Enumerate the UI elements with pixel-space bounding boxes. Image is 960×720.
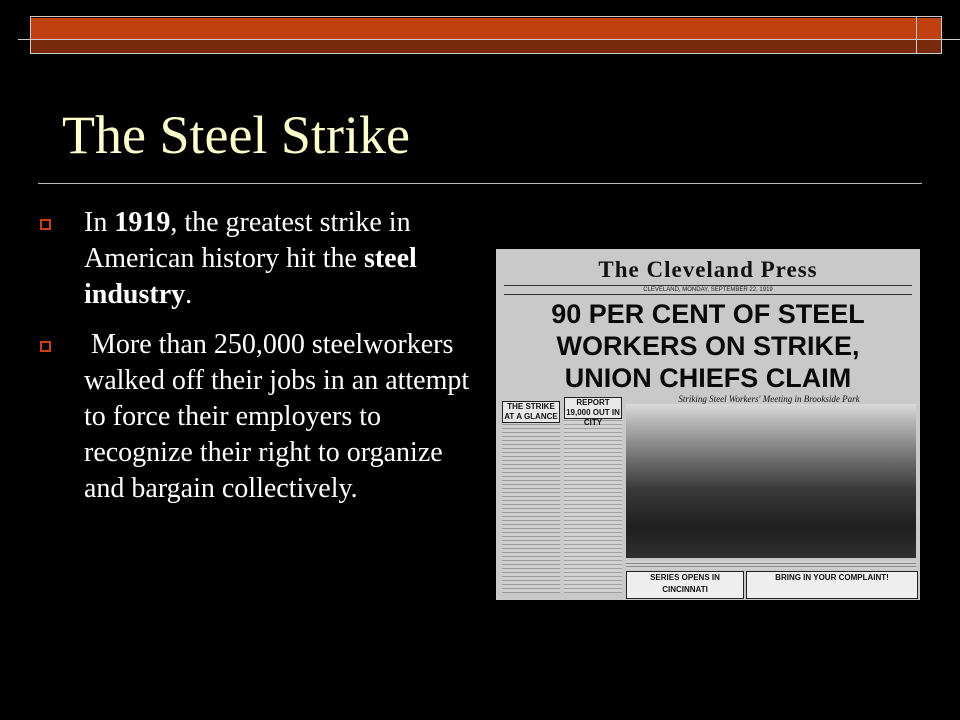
header-frame bbox=[30, 16, 942, 54]
crowd-photo bbox=[626, 404, 916, 558]
bullet-item-2 bbox=[38, 327, 478, 507]
newspaper-image bbox=[496, 249, 920, 600]
newspaper-column-2 bbox=[564, 397, 622, 593]
newspaper-column-1 bbox=[502, 401, 560, 593]
newspaper-masthead: The Cleveland Press bbox=[598, 257, 818, 282]
bullet-2-text: More than 250,000 steelworkers walked off their jobs in an attempt to force their employers to recognize their right to organize and bargain collectively. bbox=[84, 329, 477, 504]
newspaper-caption-text bbox=[626, 561, 916, 569]
newspaper-dateline: CLEVELAND, MONDAY, SEPTEMBER 22, 1919 bbox=[504, 285, 912, 295]
header-divider-vertical bbox=[916, 16, 917, 54]
square-bullet-icon bbox=[40, 219, 51, 230]
header-divider-line bbox=[18, 39, 960, 40]
bullet-item-1 bbox=[38, 205, 478, 313]
strike-glance-box: THE STRIKE AT A GLANCE bbox=[502, 401, 560, 423]
newspaper-headline-line-3: UNION CHIEFS CLAIM bbox=[564, 363, 852, 393]
report-box: REPORT 19,000 OUT IN CITY bbox=[564, 397, 622, 419]
decorative-header-bar bbox=[0, 0, 960, 60]
bullet-list bbox=[38, 205, 478, 521]
bullet-1-text: In 1919, the greatest strike in American history hit the steel industry. bbox=[84, 207, 417, 310]
series-box: SERIES OPENS IN CINCINNATI bbox=[626, 571, 744, 599]
newspaper-headline-line-1: 90 PER CENT OF STEEL bbox=[551, 299, 865, 329]
square-bullet-icon bbox=[40, 341, 51, 352]
slide-title: The Steel Strike bbox=[62, 105, 410, 165]
newspaper-headline-line-2: WORKERS ON STRIKE, bbox=[556, 331, 860, 361]
title-underline bbox=[38, 183, 922, 184]
newspaper-photo-title: Striking Steel Workers' Meeting in Brookside Park bbox=[678, 394, 860, 404]
complaint-box: BRING IN YOUR COMPLAINT! bbox=[746, 571, 918, 599]
